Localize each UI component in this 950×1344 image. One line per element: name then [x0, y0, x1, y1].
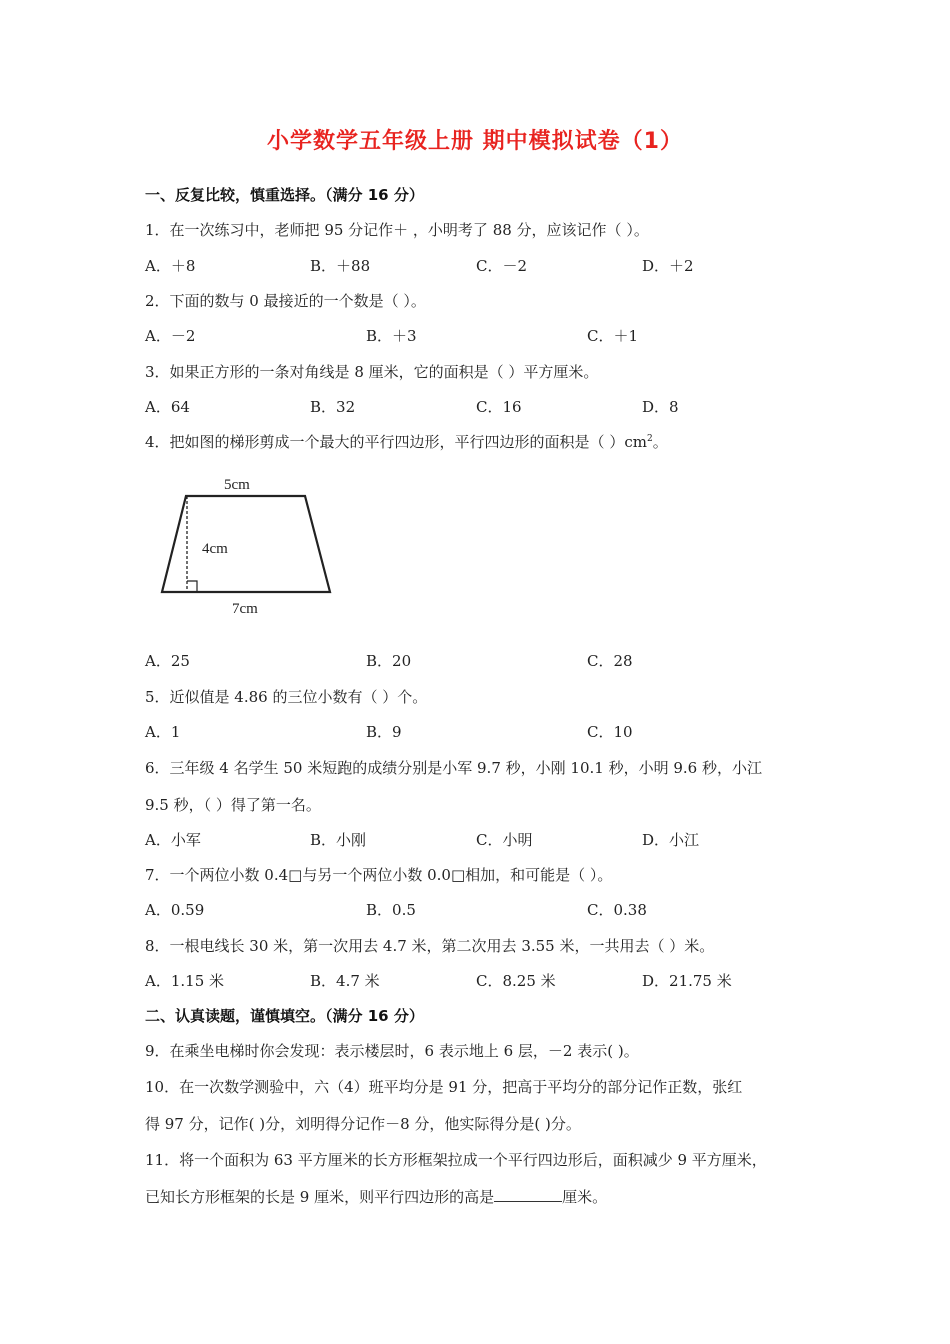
bottom-base-label: 7cm — [232, 601, 258, 617]
option-b: B．4.7 米 — [310, 972, 380, 990]
question-10-text-line1: 10．在一次数学测验中，六（4）班平均分是 91 分，把高于平均分的部分记作正数，张红 — [145, 1078, 743, 1096]
page-title: 小学数学五年级上册 期中模拟试卷（1） — [267, 129, 683, 154]
option-d: D．21.75 米 — [642, 972, 732, 990]
section-heading-1: 一、反复比较，慎重选择。（满分 16 分） — [145, 186, 424, 204]
section-heading-2: 二、认真读题，谨慎填空。（满分 16 分） — [145, 1007, 424, 1025]
option-a: A．0.59 — [145, 901, 205, 919]
superscript: 2 — [646, 434, 653, 444]
option-a: A．1 — [145, 723, 181, 741]
option-a: A．＋8 — [145, 257, 196, 275]
question-8-text: 8．一根电线长 30 米，第一次用去 4.7 米，第二次用去 3.55 米，一共用去（ ）米。 — [145, 937, 715, 955]
option-d: D．8 — [642, 398, 679, 416]
option-b: B．9 — [366, 723, 402, 741]
answer-blank[interactable] — [494, 1187, 562, 1202]
question-6-text-line1: 6．三年级 4 名学生 50 米短跑的成绩分别是小军 9.7 秒，小刚 10.1 秒，小明 9.6 秒，小江 — [145, 759, 762, 777]
option-a: A．1.15 米 — [145, 972, 224, 990]
question-9-text: 9．在乘坐电梯时你会发现：表示楼层时，6 表示地上 6 层，－2 表示( )。 — [145, 1042, 639, 1060]
question-6-text-line2: 9.5 秒，（ ）得了第一名。 — [145, 796, 321, 814]
option-c: C．10 — [587, 723, 633, 741]
question-11-text-line2: 已知长方形框架的长是 9 厘米，则平行四边形的高是 厘米。 — [145, 1188, 608, 1206]
option-b: B．0.5 — [366, 901, 416, 919]
option-c: C．＋1 — [587, 327, 639, 345]
question-3-text: 3．如果正方形的一条对角线是 8 厘米，它的面积是（ ）平方厘米。 — [145, 363, 599, 381]
option-b: B．32 — [310, 398, 356, 416]
question-2-text: 2．下面的数与 0 最接近的一个数是（ ）。 — [145, 292, 426, 310]
option-c: C．小明 — [476, 831, 533, 849]
option-b: B．＋88 — [310, 257, 371, 275]
option-c: C．16 — [476, 398, 522, 416]
question-1-text: 1．在一次练习中，老师把 95 分记作＋ ，小明考了 88 分，应该记作（ ）。 — [145, 221, 649, 239]
option-b: B．＋3 — [366, 327, 417, 345]
option-a: A．－2 — [145, 327, 196, 345]
question-11-text-line1: 11．将一个面积为 63 平方厘米的长方形框架拉成一个平行四边形后，面积减少 9 平方厘米， — [145, 1151, 767, 1169]
question-4-text: 4．把如图的梯形剪成一个最大的平行四边形，平行四边形的面积是（ ）$cm^2$。 — [145, 433, 668, 451]
option-a: A．64 — [145, 398, 190, 416]
option-a: A．25 — [145, 652, 190, 670]
option-c: C．28 — [587, 652, 633, 670]
option-c: C．0.38 — [587, 901, 647, 919]
question-7-text: 7．一个两位小数 0.4□与另一个两位小数 0.0□相加，和可能是（ ）。 — [145, 866, 613, 884]
question-10-text-line2: 得 97 分，记作( )分，刘明得分记作－8 分，他实际得分是( )分。 — [145, 1115, 581, 1133]
option-c: C．8.25 米 — [476, 972, 556, 990]
option-b: B．小刚 — [310, 831, 367, 849]
question-5-text: 5．近似值是 4.86 的三位小数有（ ）个。 — [145, 688, 428, 706]
option-d: D．＋2 — [642, 257, 694, 275]
height-label: 4cm — [202, 541, 228, 557]
option-c: C．－2 — [476, 257, 528, 275]
option-d: D．小江 — [642, 831, 700, 849]
trapezoid-figure — [150, 470, 340, 620]
right-angle-mark — [187, 581, 197, 592]
option-b: B．20 — [366, 652, 412, 670]
top-base-label: 5cm — [224, 477, 250, 493]
option-a: A．小军 — [145, 831, 201, 849]
